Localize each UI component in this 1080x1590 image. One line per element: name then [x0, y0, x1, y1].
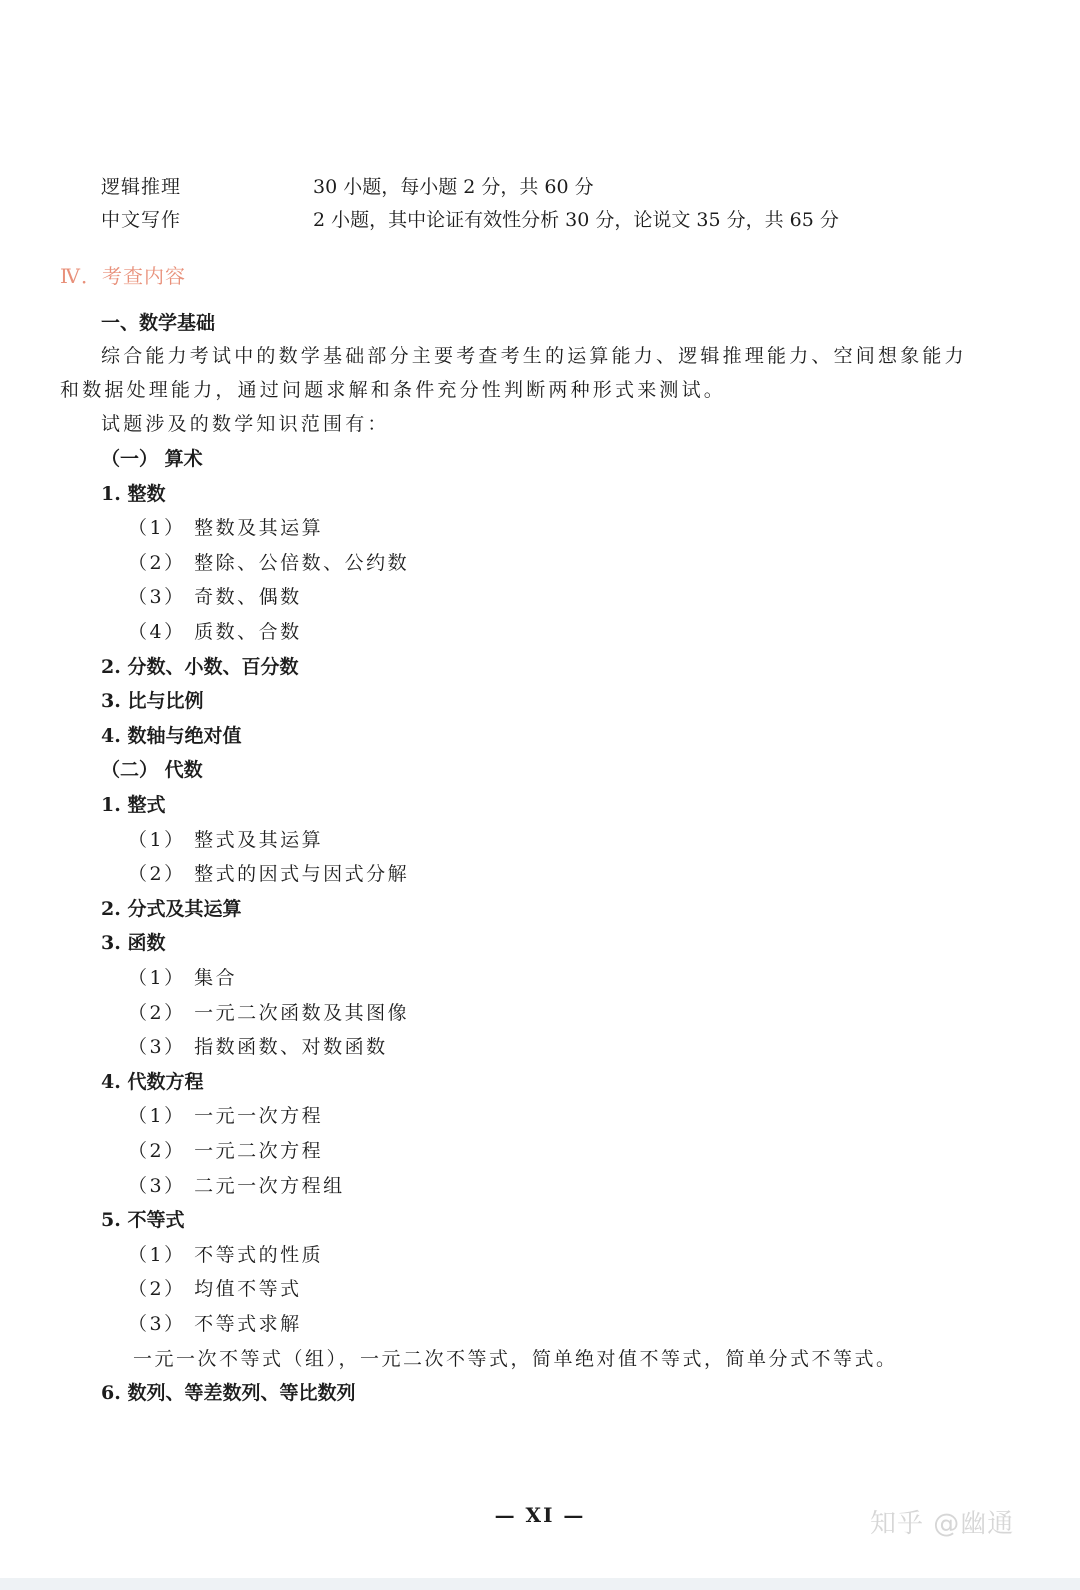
watermark: 知乎 @幽通 [870, 1509, 1015, 1539]
outline-topic: 3. 函数 [101, 932, 166, 954]
score-row-detail: 30 小题，每小题 2 分，共 60 分 [313, 176, 594, 198]
outline-sub: （1） 集合 [128, 967, 238, 989]
outline-sub: （3） 指数函数、对数函数 [128, 1036, 388, 1058]
outline-sub: （1） 整数及其运算 [128, 517, 324, 539]
outline-sub: （3） 奇数、偶数 [128, 586, 302, 608]
outline-sub: （2） 一元二次方程 [128, 1140, 324, 1162]
outline-sub: （1） 不等式的性质 [128, 1244, 324, 1266]
outline-topic: 4. 数轴与绝对值 [101, 725, 242, 747]
outline-sub: （1） 一元一次方程 [128, 1105, 324, 1127]
section-title: Ⅳ．考查内容 [60, 264, 186, 288]
outline-topic: 2. 分数、小数、百分数 [101, 656, 299, 678]
score-row-subject: 逻辑推理 [101, 176, 182, 198]
outline-sub: （3） 二元一次方程组 [128, 1175, 345, 1197]
outline-sub: （3） 不等式求解 [128, 1313, 302, 1335]
page-number: — XI — [494, 1503, 586, 1527]
score-row-subject: 中文写作 [101, 209, 182, 231]
outline-chapter: （二） 代数 [101, 759, 203, 781]
outline-sub: （2） 整式的因式与因式分解 [128, 863, 410, 885]
outline-topic: 6. 数列、等差数列、等比数列 [101, 1382, 356, 1404]
outline-sub: （2） 均值不等式 [128, 1278, 302, 1300]
outline-sub: （2） 一元二次函数及其图像 [128, 1002, 410, 1024]
outline-topic: 2. 分式及其运算 [101, 898, 242, 920]
outline-topic: 5. 不等式 [101, 1209, 185, 1231]
outline-note: 一元一次不等式（组），一元二次不等式，简单绝对值不等式，简单分式不等式。 [133, 1348, 898, 1370]
intro-paragraph-line: 综合能力考试中的数学基础部分主要考查考生的运算能力、逻辑推理能力、空间想象能力 [101, 345, 967, 367]
outline-topic: 1. 整式 [101, 794, 166, 816]
outline-topic: 1. 整数 [101, 483, 166, 505]
score-row-detail: 2 小题，其中论证有效性分析 30 分，论说文 35 分，共 65 分 [313, 209, 839, 231]
scope-line: 试题涉及的数学知识范围有： [101, 413, 390, 435]
outline-sub: （2） 整除、公倍数、公约数 [128, 552, 410, 574]
outline-topic: 4. 代数方程 [101, 1071, 204, 1093]
outline-sub: （1） 整式及其运算 [128, 829, 324, 851]
outline-chapter: （一） 算术 [101, 448, 203, 470]
intro-paragraph-line: 和数据处理能力，通过问题求解和条件充分性判断两种形式来测试。 [60, 379, 727, 401]
outline-topic: 3. 比与比例 [101, 690, 204, 712]
part-title: 一、数学基础 [101, 312, 216, 334]
scan-edge [0, 1578, 1080, 1590]
outline-sub: （4） 质数、合数 [128, 621, 302, 643]
